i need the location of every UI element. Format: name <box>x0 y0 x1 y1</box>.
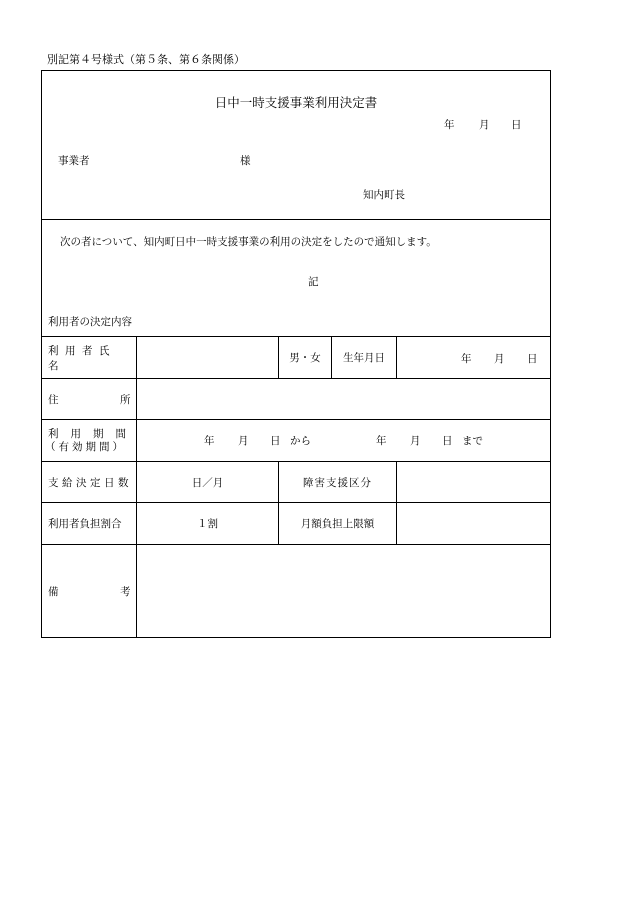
burden-ratio-label: 利用者負担割合 <box>48 518 122 530</box>
from-text: から <box>290 435 311 447</box>
address-label-right: 所 <box>120 394 131 406</box>
ki-mark: 記 <box>308 276 319 288</box>
to-month: 月 <box>410 435 421 447</box>
period-label: 利用期間 <box>48 428 138 440</box>
notice-text: 次の者について、知内町日中一時支援事業の利用の決定をしたので通知します。 <box>60 236 437 248</box>
addressee-honorific: 様 <box>240 155 251 167</box>
date-month: 月 <box>479 119 490 131</box>
remarks-label-right: 考 <box>120 586 131 598</box>
user-name-label: 利用者氏名 <box>48 344 116 372</box>
address-label-left: 住 <box>48 394 59 406</box>
monthly-cap-label: 月額負担上限額 <box>300 518 375 530</box>
addressee-label: 事業者 <box>58 155 90 167</box>
disability-class-label: 障害支援区分 <box>303 476 372 489</box>
divider <box>42 219 550 220</box>
birth-day: 日 <box>527 353 538 365</box>
burden-ratio-value: １割 <box>197 518 218 530</box>
section-label: 利用者の決定内容 <box>48 316 132 328</box>
divider <box>396 461 397 544</box>
birth-year: 年 <box>461 353 472 365</box>
from-year: 年 <box>204 435 215 447</box>
divider <box>42 378 550 379</box>
valid-period-label: （有効期間） <box>45 441 126 453</box>
decision-days-label: 支給決定日数 <box>48 476 132 489</box>
decision-days-value: 日／月 <box>191 476 224 489</box>
divider <box>396 336 397 378</box>
sex-field: 男・女 <box>289 352 321 364</box>
to-year: 年 <box>376 435 387 447</box>
form-number-note: 別記第４号様式（第５条、第６条関係） <box>47 53 245 66</box>
to-text: まで <box>462 435 483 447</box>
divider <box>42 544 550 545</box>
from-month: 月 <box>238 435 249 447</box>
birthdate-label: 生年月日 <box>343 352 385 364</box>
document-title: 日中一時支援事業利用決定書 <box>214 95 378 110</box>
remarks-label-left: 備 <box>48 586 59 598</box>
date-year: 年 <box>444 119 455 131</box>
from-day: 日 <box>270 435 281 447</box>
issuer-name: 知内町長 <box>363 189 405 201</box>
divider <box>42 419 550 420</box>
to-day: 日 <box>442 435 453 447</box>
date-day: 日 <box>511 119 522 131</box>
decision-form <box>41 70 551 638</box>
birth-month: 月 <box>494 353 505 365</box>
